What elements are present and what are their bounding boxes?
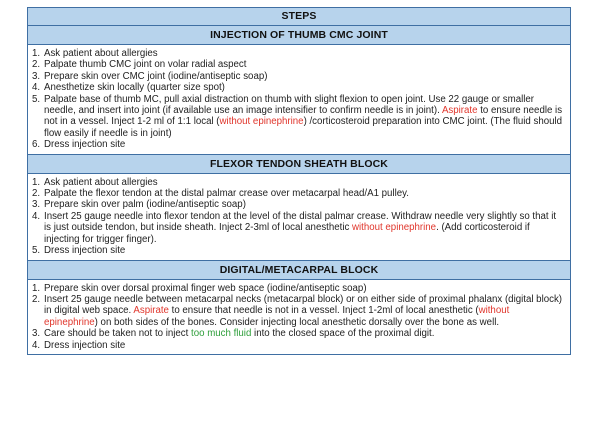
list-item bbox=[32, 71, 564, 82]
step-number: 1. bbox=[32, 176, 41, 188]
list-item bbox=[32, 294, 564, 328]
step-text bbox=[44, 71, 564, 82]
list-item bbox=[32, 211, 564, 245]
list-item bbox=[32, 48, 564, 59]
text-segment: Dress injection site bbox=[44, 245, 126, 257]
section-body bbox=[28, 174, 570, 261]
step-text bbox=[44, 188, 564, 199]
text-segment: Insert 25 gauge needle between metacarpal necks (metacarpal block) or on either side of proximal phalanx (digital block) in digital web space. bbox=[44, 293, 563, 317]
step-text bbox=[44, 48, 564, 59]
list-item bbox=[32, 188, 564, 199]
step-text bbox=[44, 177, 564, 188]
section-heading: INJECTION OF THUMB CMC JOINT bbox=[28, 26, 570, 45]
step-text bbox=[44, 283, 564, 294]
step-text bbox=[44, 294, 564, 328]
section-heading: FLEXOR TENDON SHEATH BLOCK bbox=[28, 155, 570, 174]
step-number: 4. bbox=[32, 210, 41, 222]
highlight-text: too much fluid bbox=[191, 328, 252, 340]
text-segment: Insert 25 gauge needle into flexor tendon at the level of the distal palmar crease. Withdraw needle very slightly so that it is just outside tendon, but inside sheath. Inject 2-3ml of local anesthetic bbox=[44, 210, 557, 234]
list-item bbox=[32, 177, 564, 188]
sections-container bbox=[28, 26, 570, 354]
text-segment: . (Add corticosteroid if injecting for trigger finger). bbox=[44, 222, 530, 245]
step-text bbox=[44, 199, 564, 210]
step-text bbox=[44, 82, 564, 93]
section-body bbox=[28, 45, 570, 155]
step-number: 1. bbox=[32, 282, 41, 294]
highlight-text: without epinephrine bbox=[352, 222, 437, 234]
step-text bbox=[44, 139, 564, 150]
text-segment: ) on both sides of the bones. Consider injecting local anesthetic dorsally over the bone as well. bbox=[94, 316, 500, 328]
step-number: 2. bbox=[32, 293, 41, 305]
text-segment: Palpate the flexor tendon at the distal palmar crease over metacarpal head/A1 pulley. bbox=[44, 188, 409, 200]
list-item bbox=[32, 59, 564, 70]
list-item bbox=[32, 82, 564, 93]
steps-list bbox=[32, 177, 564, 257]
list-item bbox=[32, 199, 564, 210]
step-text bbox=[44, 340, 564, 351]
section-heading: DIGITAL/METACARPAL BLOCK bbox=[28, 261, 570, 280]
highlight-text: Aspirate bbox=[441, 105, 478, 117]
text-segment: Dress injection site bbox=[44, 139, 126, 151]
highlight-text: without epinephrine bbox=[219, 116, 304, 128]
text-segment: Ask patient about allergies bbox=[44, 176, 158, 188]
section-body bbox=[28, 280, 570, 354]
step-text bbox=[44, 211, 564, 245]
list-item bbox=[32, 245, 564, 256]
text-segment: Prepare skin over dorsal proximal finger web space (iodine/antiseptic soap) bbox=[44, 282, 367, 294]
text-segment: Ask patient about allergies bbox=[44, 48, 158, 59]
list-item bbox=[32, 139, 564, 150]
step-number: 3. bbox=[32, 199, 41, 211]
text-segment: Dress injection site bbox=[44, 339, 126, 351]
text-segment: into the closed space of the proximal digit. bbox=[251, 328, 435, 340]
step-text bbox=[44, 94, 564, 140]
step-number: 3. bbox=[32, 70, 41, 82]
highlight-text: without epinephrine bbox=[44, 305, 510, 328]
step-number: 1. bbox=[32, 48, 41, 59]
highlight-text: Aspirate bbox=[133, 305, 169, 317]
step-text bbox=[44, 328, 564, 339]
text-segment: to ensure that needle is not in a vessel. Inject 1-2ml of local anesthetic ( bbox=[168, 305, 479, 317]
table-title: STEPS bbox=[28, 8, 570, 26]
step-number: 4. bbox=[32, 82, 41, 94]
step-number: 2. bbox=[32, 59, 41, 71]
text-segment: to ensure needle is not in a vessel. Inject 1-2 ml of 1:1 local ( bbox=[44, 105, 563, 128]
steps-list bbox=[32, 283, 564, 351]
step-text bbox=[44, 59, 564, 70]
text-segment: Anesthetize skin locally (quarter size spot) bbox=[44, 82, 225, 94]
steps-table bbox=[27, 7, 571, 355]
step-number: 4. bbox=[32, 339, 41, 351]
list-item bbox=[32, 94, 564, 140]
text-segment: Palpate thumb CMC joint on volar radial aspect bbox=[44, 59, 247, 71]
list-item bbox=[32, 283, 564, 294]
list-item bbox=[32, 340, 564, 351]
step-text bbox=[44, 245, 564, 256]
list-item bbox=[32, 328, 564, 339]
step-number: 5. bbox=[32, 93, 41, 105]
step-number: 3. bbox=[32, 328, 41, 340]
text-segment: Palpate base of thumb MC, pull axial distraction on thumb with slight flexion to open joint. Use 22 gauge or smaller needle, and insert into joint (if available use an image intensifier to confirm needle is in joint). bbox=[44, 93, 535, 117]
step-number: 2. bbox=[32, 188, 41, 200]
step-number: 5. bbox=[32, 245, 41, 257]
text-segment: Prepare skin over palm (iodine/antiseptic soap) bbox=[44, 199, 246, 211]
text-segment: Prepare skin over CMC joint (iodine/antiseptic soap) bbox=[44, 70, 268, 82]
text-segment: ) /corticosteroid preparation into CMC joint. (The fluid should flow easily if needle is in joint) bbox=[44, 116, 563, 139]
step-number: 6. bbox=[32, 139, 41, 151]
text-segment: Care should be taken not to inject bbox=[44, 328, 192, 340]
steps-list bbox=[32, 48, 564, 151]
